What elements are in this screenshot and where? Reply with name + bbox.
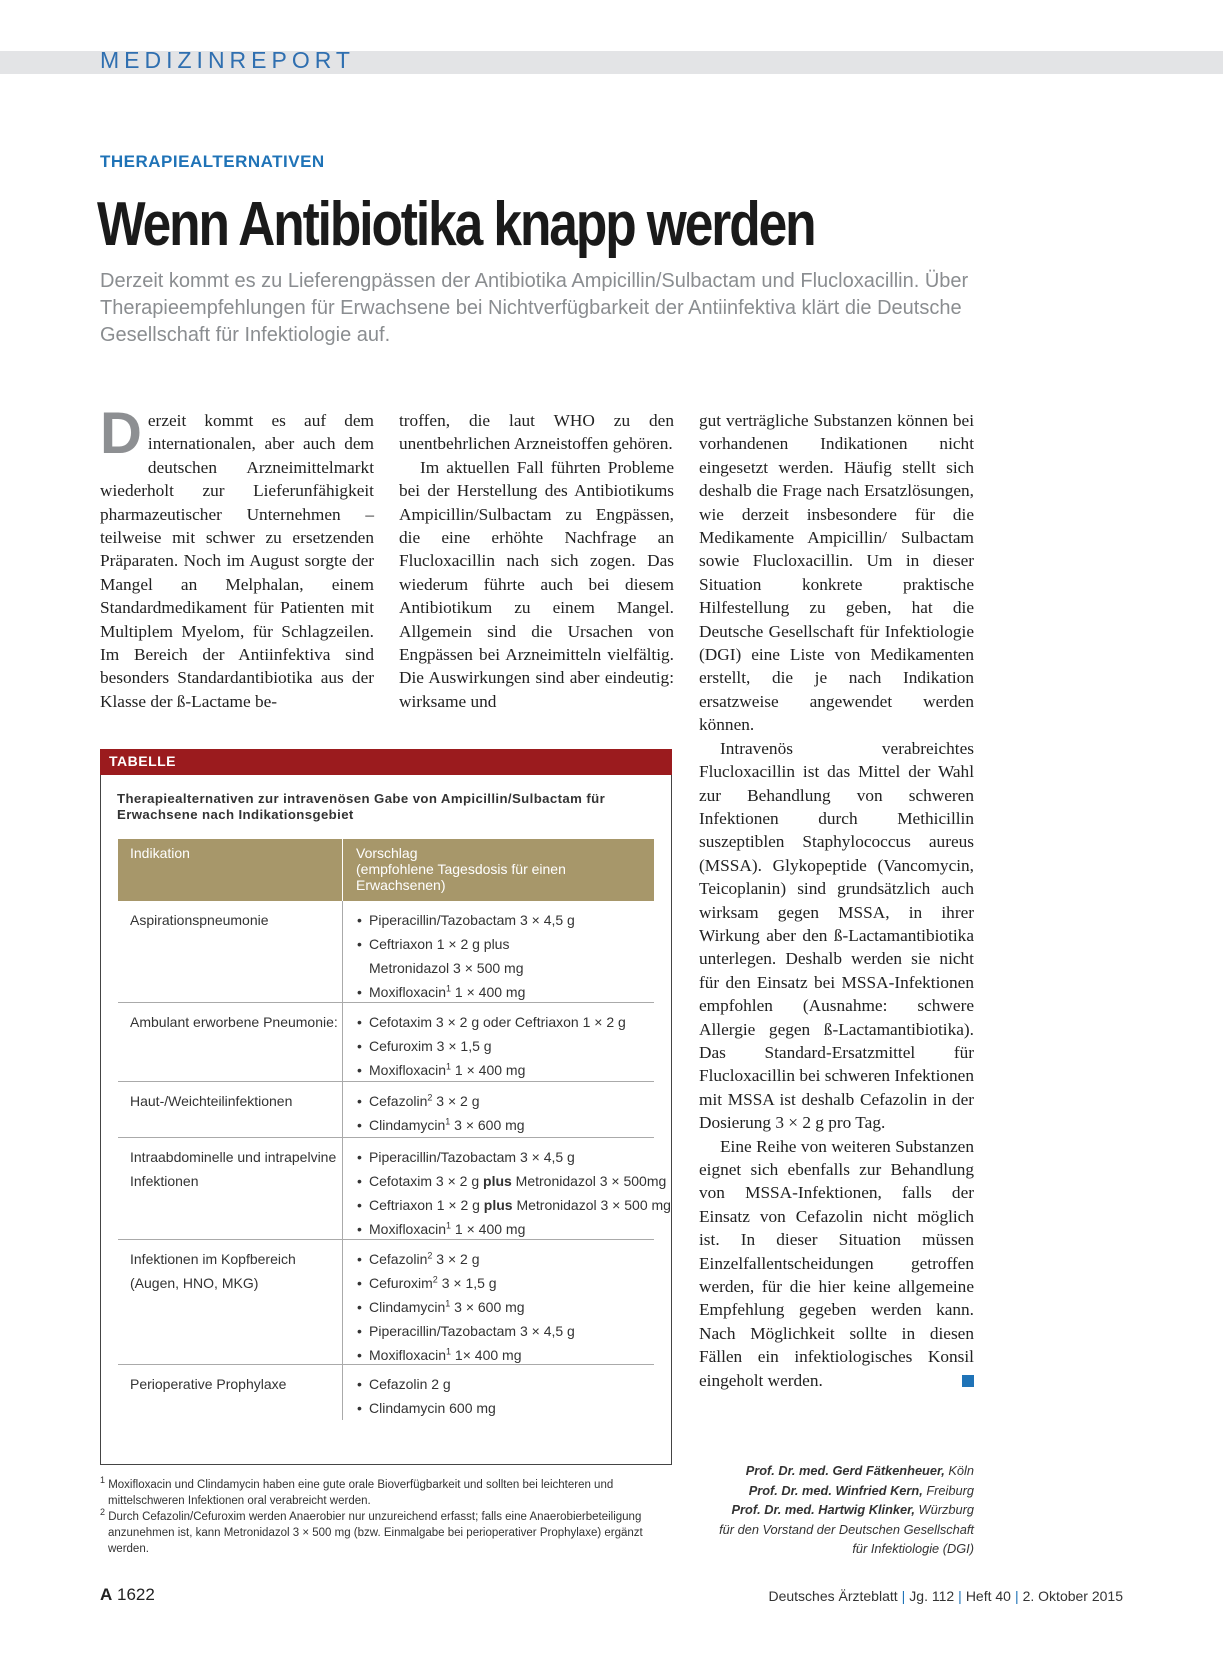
dosage: 3 × 600 mg — [450, 1299, 525, 1315]
suggestion-item — [357, 1271, 575, 1295]
headline: Wenn Antibiotika knapp werden — [97, 190, 815, 259]
drug-name: Moxifloxacin — [369, 1347, 447, 1363]
table-header-bar — [100, 749, 672, 775]
body-paragraph — [699, 1135, 974, 1392]
dosage: 1 × 400 mg — [451, 984, 526, 1000]
lead-paragraph: Derzeit kommt es zu Lieferengpässen der Antibiotika Ampicillin/Sulbactam und Flucloxacillin. Über Therapieempfehlungen für Erwachsene bei Nichtverfügbarkeit der Antiinfektiva klärt die Deutsche Gesellschaft für Infektiologie auf. — [100, 270, 969, 346]
column-header-vorschlag — [356, 845, 646, 893]
suggestion-item — [357, 1343, 575, 1367]
column-header-indikation: Indikation — [130, 845, 190, 861]
suggestion-item — [357, 1169, 671, 1193]
footnote-ref: 1 — [446, 1220, 452, 1231]
plus-word: plus — [483, 1197, 513, 1213]
dosage: 3 × 2 g — [432, 1093, 480, 1109]
footnote — [100, 1477, 670, 1509]
table-row — [118, 1138, 671, 1240]
indication-cell: Infektionen im Kopfbereich (Augen, HNO, MKG) — [130, 1251, 296, 1291]
suggestion-item: • Piperacillin/Tazobactam 3 × 4,5 g — [357, 1145, 671, 1169]
suggestion-item: • Cefazolin 2 g — [357, 1372, 496, 1396]
separator: | — [901, 1588, 906, 1604]
drug-name: Moxifloxacin — [369, 1221, 447, 1237]
suggestion-cell — [342, 1138, 671, 1239]
dosage: Metronidazol 3 × 500mg — [511, 1173, 667, 1189]
page-number — [100, 1585, 155, 1605]
dosage: 3 × 600 mg — [450, 1117, 525, 1133]
journal-volume: Jg. 112 — [909, 1588, 955, 1604]
dosage: 1 × 400 mg — [451, 1062, 526, 1078]
suggestion-item — [357, 1113, 525, 1137]
table-caption: Therapiealternativen zur intravenösen Gabe von Ampicillin/Sulbactam für Erwachsene nach Indikationsgebiet — [117, 791, 606, 822]
indication-cell: Ambulant erworbene Pneumonie: — [130, 1014, 338, 1030]
suggestion-item — [357, 1217, 671, 1241]
drug-name: Cefuroxim — [369, 1275, 433, 1291]
table-row — [118, 1082, 654, 1138]
suggestion-item: • Cefuroxim 3 × 1,5 g — [357, 1034, 626, 1058]
suggestion-item-continued: Metronidazol 3 × 500 mg — [369, 960, 524, 976]
suggestion-item — [357, 1295, 575, 1319]
dosage: 1 × 400 mg — [451, 1221, 526, 1237]
suggestion-item — [357, 1247, 575, 1271]
table-row — [118, 901, 654, 1003]
table-row — [118, 1365, 654, 1420]
body-column-2 — [399, 409, 674, 713]
body-paragraph: Im aktuellen Fall führten Probleme bei der Herstellung des Antibiotikums Ampicillin/Sulbactam zu Engpässen, die eine erhöhte Nachfrage an Flucloxacillin nach sich zogen. Das wiederum führte auch bei diesem Antibiotikum zu einem Mangel. Allgemein sind die Ursachen von Engpässen bei Arzneimitteln vielfältig. Die Auswirkungen sind aber eindeutig: wirksame und — [399, 457, 674, 711]
author-name: Prof. Dr. med. Hartwig Klinker, — [731, 1502, 915, 1517]
table-column-headers — [118, 839, 654, 901]
signature-note: für Infektiologie (DGI) — [852, 1541, 974, 1556]
indication-cell: Haut-/Weichteilinfektionen — [130, 1093, 293, 1109]
header-divider — [342, 839, 343, 901]
suggestion-item: • Ceftriaxon 1 × 2 g plus — [357, 932, 575, 956]
suggestion-item — [357, 1058, 626, 1082]
indication-cell: Aspirationspneumonie — [130, 912, 269, 928]
body-column-3 — [699, 409, 974, 1392]
separator: | — [958, 1588, 962, 1604]
table-body — [118, 901, 671, 1420]
kicker: THERAPIEALTERNATIVEN — [100, 152, 325, 171]
drug-name: Clindamycin — [369, 1299, 446, 1315]
dosage: 3 × 1,5 g — [437, 1275, 497, 1291]
body-paragraph: troffen, die laut WHO zu den unentbehrlichen Arzneistoffen gehören. — [399, 411, 674, 454]
suggestion-cell — [342, 901, 575, 1002]
suggestion-item — [357, 980, 575, 1004]
dosage: 3 × 2 g — [432, 1251, 480, 1267]
footnote-number: 2 — [100, 1507, 106, 1518]
footnote — [100, 1509, 670, 1557]
body-paragraph: gut verträgliche Substanzen können bei vorhandenen Indikationen nicht eingesetzt werden. Häufig stellt sich deshalb die Frage nach Ersatzlösungen, wie derzeit insbesondere für die Medikamente Ampicillin/ Sulbactam sowie Flucloxacillin. Um in dieser Situation konkrete praktische Hilfestellung zu geben, hat die Deutsche Gesellschaft für Infektiologie (DGI) eine Liste von Medikamenten erstellt, die je nach Indikation ersatzweise angewendet werden können. — [699, 411, 974, 735]
suggestion-item — [357, 1193, 671, 1217]
footnote-ref: 1 — [445, 1298, 451, 1309]
footnote-text: Moxifloxacin und Clindamycin haben eine gute orale Bioverfügbarkeit und sollten bei leichteren und mittelschweren Infektionen oral verabreicht werden. — [105, 1479, 614, 1507]
drug-name: Ceftriaxon 1 × 2 g — [369, 1197, 484, 1213]
journal-issue: Heft 40 — [965, 1588, 1011, 1604]
footnote-ref: 1 — [446, 983, 452, 994]
body-text: erzeit kommt es auf dem internationalen, aber auch dem deutschen Arzneimittelmarkt wiederholt zur Lieferunfähigkeit pharmazeutischer Unternehmen – teilweise mit schwer zu ersetzenden Präparaten. Noch im August sorgte der Mangel an Melphalan, einem Standardmedikament für Patienten mit Multiplem Myelom, für Schlagzeilen. Im Bereich der Antiinfektiva sind besonders Standardantibiotika aus der Klasse der ß-Lactame be- — [100, 411, 374, 711]
table-row — [118, 1003, 654, 1082]
plus-word: plus — [483, 1173, 512, 1189]
signature-note: für den Vorstand der Deutschen Gesellschaft — [719, 1521, 974, 1537]
drop-cap: D — [100, 401, 142, 466]
author-name: Prof. Dr. med. Winfried Kern, — [748, 1482, 923, 1498]
suggestion-item: • Clindamycin 600 mg — [357, 1396, 496, 1420]
journal-date: 2. Oktober 2015 — [1022, 1588, 1123, 1604]
suggestion-cell — [342, 1082, 525, 1137]
drug-name: Moxifloxacin — [369, 1062, 447, 1078]
end-mark-icon — [962, 1375, 974, 1387]
author-place: Würzburg — [914, 1502, 974, 1517]
suggestion-item — [357, 1089, 525, 1113]
table-tag: TABELLE — [109, 753, 177, 769]
author-place: Köln — [944, 1463, 974, 1478]
author-name: Prof. Dr. med. Gerd Fätkenheuer, — [745, 1463, 945, 1478]
journal-footer — [768, 1588, 1123, 1604]
footnote-ref: 2 — [427, 1250, 433, 1261]
drug-name: Cefazolin — [369, 1251, 428, 1267]
table-footnotes — [100, 1477, 670, 1557]
table-row — [118, 1240, 654, 1365]
drug-name: Cefotaxim 3 × 2 g — [369, 1173, 484, 1189]
author-signature — [660, 1461, 974, 1559]
footnote-ref: 1 — [446, 1346, 452, 1357]
suggestion-cell — [342, 1003, 626, 1081]
dosage: 1× 400 mg — [451, 1347, 522, 1363]
footnote-text: Durch Cefazolin/Cefuroxim werden Anaerobier nur unzureichend erfasst; falls eine Anaerobierbeteiligung anzunehmen ist, kann Metronidazol 3 × 500 mg (bzw. Einmalgabe bei perioperativer Prophylaxe) ergänzt werden. — [105, 1511, 643, 1555]
suggestion-item: • Piperacillin/Tazobactam 3 × 4,5 g — [357, 1319, 575, 1343]
indication-cell: Intraabdominelle und intrapelvine Infektionen — [130, 1149, 337, 1189]
footnote-ref: 1 — [445, 1116, 451, 1127]
footnote-number: 1 — [100, 1475, 106, 1486]
footnote-ref: 1 — [446, 1061, 452, 1072]
footnote-ref: 2 — [427, 1092, 433, 1103]
drug-name: Moxifloxacin — [369, 984, 447, 1000]
column-header-line: (empfohlene Tagesdosis für einen Erwachsenen) — [356, 861, 566, 893]
dosage: Metronidazol 3 × 500 mg — [512, 1197, 671, 1213]
body-text: Eine Reihe von weiteren Substanzen eignet sich ebenfalls zur Behandlung von MSSA-Infektionen, falls der Einsatz von Cefazolin nicht möglich ist. In dieser Situation müssen Einzelfallentscheidungen getroffen werden, für die hier keine allgemeine Empfehlung gegeben werden kann. Nach Möglichkeit sollte in diesen Fällen ein infektiologisches Konsil eingeholt werden. — [699, 1136, 974, 1390]
suggestion-cell — [342, 1365, 496, 1420]
body-paragraph: Intravenös verabreichtes Flucloxacillin ist das Mittel der Wahl zur Behandlung von schweren Infektionen durch Methicillin suszeptiblen Staphylococcus aureus (MSSA). Glykopeptide (Vancomycin, Teicoplanin) sind grundsätzlich auch wirksam gegen MSSA, in ihrer Wirkung aber den ß-Lactamantibiotika unterlegen. Deshalb werden sie nicht für den Einsatz bei MSSA-Infektionen empfohlen (Ausnahme: schwere Allergie gegen ß-Lactamantibiotika). Das Standard-Ersatzmittel für Flucloxacillin bei schweren Infektionen mit MSSA ist deshalb Cefazolin in der Dosierung 3 × 2 g pro Tag. — [699, 738, 974, 1133]
suggestion-cell — [342, 1240, 575, 1364]
drug-name: Clindamycin — [369, 1117, 446, 1133]
suggestion-item: • Cefotaxim 3 × 2 g oder Ceftriaxon 1 × 2 g — [357, 1010, 626, 1034]
separator: | — [1014, 1588, 1019, 1604]
suggestion-item: • Piperacillin/Tazobactam 3 × 4,5 g — [357, 908, 575, 932]
author-place: Freiburg — [922, 1482, 974, 1498]
section-label: MEDIZINREPORT — [100, 47, 355, 73]
page-number-value: 1622 — [112, 1585, 155, 1604]
body-column-1 — [100, 401, 374, 713]
drug-name: Cefazolin — [369, 1093, 428, 1109]
page-prefix: A — [100, 1585, 113, 1604]
footnote-ref: 2 — [432, 1274, 438, 1285]
indication-cell: Perioperative Prophylaxe — [130, 1376, 287, 1392]
column-header-line: Vorschlag — [356, 845, 418, 861]
journal-name: Deutsches Ärzteblatt — [768, 1588, 898, 1604]
